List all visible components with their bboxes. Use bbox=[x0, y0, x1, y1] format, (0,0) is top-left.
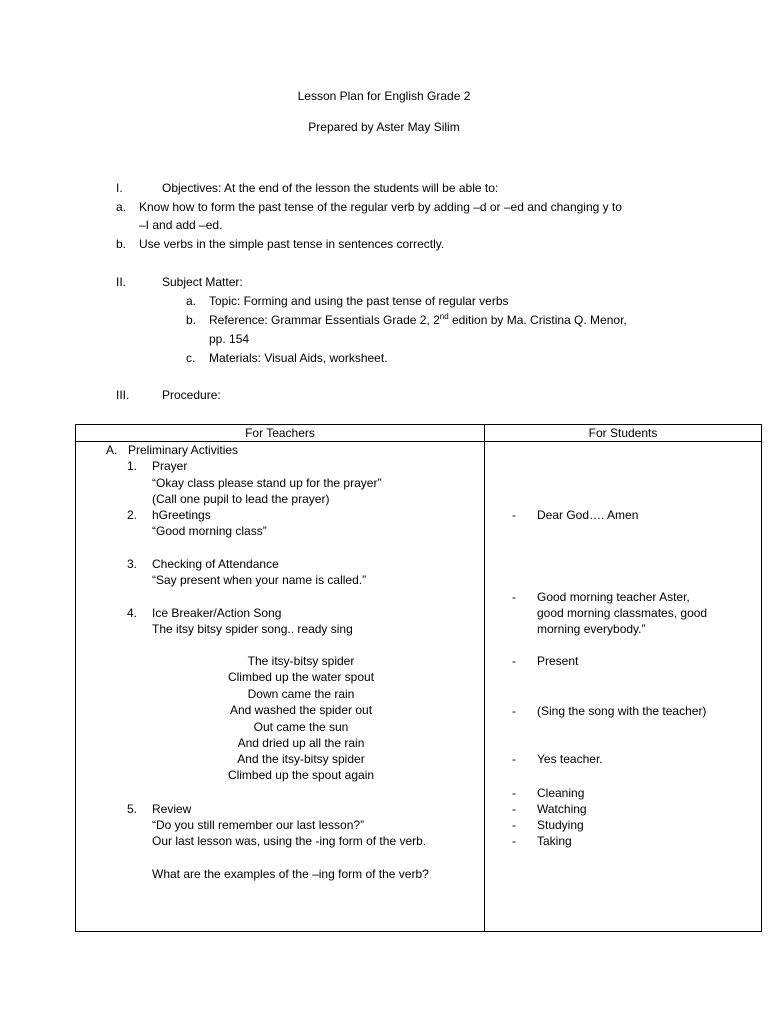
materials-text: Materials: Visual Aids, worksheet. bbox=[209, 351, 388, 365]
prayer-label: Prayer bbox=[152, 459, 188, 473]
student-response-greeting-3: morning everybody.” bbox=[537, 622, 646, 636]
student-response-greeting-2: good morning classmates, good bbox=[537, 606, 708, 620]
icebreaker-quote: The itsy bitsy spider song.. ready sing bbox=[152, 622, 353, 636]
student-dash: - bbox=[512, 786, 516, 800]
review-label: Review bbox=[152, 802, 192, 816]
icebreaker-label: Ice Breaker/Action Song bbox=[152, 606, 282, 620]
header-for-teachers: For Teachers bbox=[245, 426, 315, 440]
attendance-label: Checking of Attendance bbox=[152, 557, 279, 571]
subject-heading: Subject Matter: bbox=[162, 275, 243, 289]
review-number: 5. bbox=[127, 802, 138, 816]
student-ing-example: Cleaning bbox=[537, 786, 585, 800]
student-response-sing: (Sing the song with the teacher) bbox=[537, 704, 707, 718]
review-line2: Our last lesson was, using the -ing form of the verb. bbox=[152, 834, 427, 848]
prayer-number: 1. bbox=[127, 459, 138, 473]
reference-line2: pp. 154 bbox=[209, 332, 250, 346]
student-dash: - bbox=[512, 818, 516, 832]
objectives-heading: Objectives: At the end of the lesson the students will be able to: bbox=[162, 181, 499, 195]
student-response-yes: Yes teacher. bbox=[537, 752, 603, 766]
procedure-table bbox=[75, 424, 762, 932]
reference-text bbox=[209, 312, 627, 328]
student-ing-example: Studying bbox=[537, 818, 584, 832]
reference-post: edition by Ma. Cristina Q. Menor, bbox=[448, 313, 627, 327]
document-title: Lesson Plan for English Grade 2 bbox=[297, 89, 471, 103]
song-line: Climbed up the water spout bbox=[227, 670, 375, 684]
procedure-numeral: III. bbox=[116, 388, 130, 402]
greetings-number: 2. bbox=[127, 508, 138, 522]
student-dash: - bbox=[512, 802, 516, 816]
review-line3: What are the examples of the –ing form of the verb? bbox=[152, 867, 429, 881]
objective-b-line1: Use verbs in the simple past tense in sentences correctly. bbox=[139, 237, 445, 251]
topic-marker: a. bbox=[186, 294, 197, 308]
student-ing-example: Watching bbox=[537, 802, 587, 816]
song-line: And dried up all the rain bbox=[237, 736, 365, 750]
student-dash: - bbox=[512, 834, 516, 848]
objective-a-line2: –I and add –ed. bbox=[139, 218, 223, 232]
prayer-note: (Call one pupil to lead the prayer) bbox=[152, 492, 330, 506]
reference-superscript: nd bbox=[439, 312, 449, 321]
section-a-title: Preliminary Activities bbox=[128, 443, 239, 457]
greetings-quote: “Good morning class” bbox=[152, 524, 267, 538]
song-line: Climbed up the spout again bbox=[227, 768, 375, 782]
student-response-present: Present bbox=[537, 654, 579, 668]
student-response-greeting-1: Good morning teacher Aster, bbox=[537, 590, 690, 604]
objective-a-marker: a. bbox=[116, 200, 127, 214]
objective-a-line1: Know how to form the past tense of the regular verb by adding –d or –ed and changing y to bbox=[139, 200, 622, 214]
procedure-heading: Procedure: bbox=[162, 388, 221, 402]
student-dash: - bbox=[512, 508, 516, 522]
section-a-marker: A. bbox=[106, 443, 118, 457]
song-line: Down came the rain bbox=[247, 687, 355, 701]
student-ing-example: Taking bbox=[537, 834, 572, 848]
song-line: And washed the spider out bbox=[229, 703, 373, 717]
student-dash: - bbox=[512, 590, 516, 604]
objectives-numeral: I. bbox=[116, 181, 123, 195]
subject-numeral: II. bbox=[116, 275, 127, 289]
song-line: The itsy-bitsy spider bbox=[247, 654, 355, 668]
table-column-divider bbox=[484, 425, 485, 931]
song-line: And the itsy-bitsy spider bbox=[237, 752, 365, 766]
objective-b-marker: b. bbox=[116, 237, 127, 251]
materials-marker: c. bbox=[186, 351, 196, 365]
reference-pre: Reference: Grammar Essentials Grade 2, 2 bbox=[209, 313, 440, 327]
student-dash: - bbox=[512, 752, 516, 766]
attendance-quote: “Say present when your name is called.” bbox=[152, 573, 367, 587]
student-dash: - bbox=[512, 654, 516, 668]
reference-marker: b. bbox=[186, 313, 197, 327]
student-response-amen: Dear God…. Amen bbox=[537, 508, 639, 522]
greetings-label: hGreetings bbox=[152, 508, 211, 522]
prepared-by: Prepared by Aster May Silim bbox=[308, 120, 460, 134]
review-quote: “Do you still remember our last lesson?” bbox=[152, 818, 365, 832]
student-dash: - bbox=[512, 704, 516, 718]
prayer-quote: “Okay class please stand up for the prayer” bbox=[152, 476, 382, 490]
song-line: Out came the sun bbox=[253, 720, 349, 734]
icebreaker-number: 4. bbox=[127, 606, 138, 620]
attendance-number: 3. bbox=[127, 557, 138, 571]
header-for-students: For Students bbox=[588, 426, 658, 440]
topic-text: Topic: Forming and using the past tense of regular verbs bbox=[209, 294, 509, 308]
